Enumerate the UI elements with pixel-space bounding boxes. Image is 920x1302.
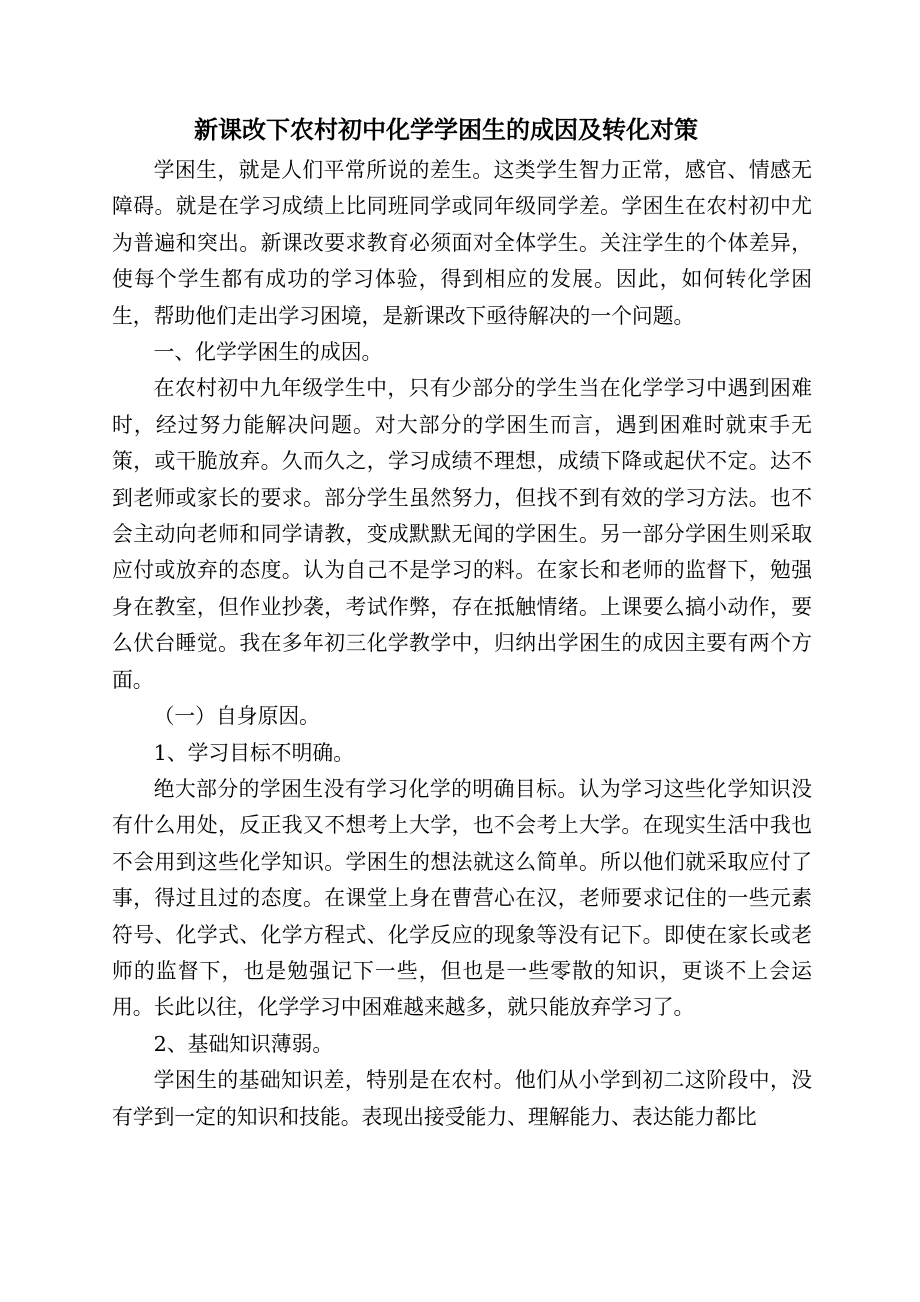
paragraph-weak-foundation: 学困生的基础知识差，特别是在农村。他们从小学到初二这阶段中，没有学到一定的知识和技能。表现出接受能力、理解能力、表达能力都比: [112, 1068, 812, 1129]
document-title: 新课改下农村初中化学学困生的成因及转化对策: [194, 116, 698, 144]
document-page: [112, 108, 812, 1135]
item-heading-unclear-goals: 1、学习目标不明确。: [153, 740, 354, 765]
paragraph-causes: 在农村初中九年级学生中，只有少部分的学生当在化学学习中遇到困难时，经过努力能解决问题。对大部分的学困生而言，遇到困难时就束手无策，或干脆放弃。久而久之，学习成绩不理想，成绩下降或起伏不定。达不到老师或家长的要求。部分学生虽然努力，但找不到有效的学习方法。也不会主动向老师和同学请教，变成默默无闻的学困生。另一部分学困生则采取应付或放弃的态度。认为自己不是学习的料。在家长和老师的监督下，勉强身在教室，但作业抄袭，考试作弊，存在抵触情绪。上课要么搞小动作，要么伏台睡觉。我在多年初三化学教学中，归纳出学困生的成因主要有两个方面。: [112, 376, 812, 692]
paragraph-intro: 学困生，就是人们平常所说的差生。这类学生智力正常，感官、情感无障碍。就是在学习成绩上比同班同学或同年级同学差。学困生在农村初中尤为普遍和突出。新课改要求教育必须面对全体学生。关注学生的个体差异，使每个学生都有成功的学习体验，得到相应的发展。因此，如何转化学困生，帮助他们走出学习困境，是新课改下亟待解决的一个问题。: [112, 158, 812, 328]
paragraph-unclear-goals: 绝大部分的学困生没有学习化学的明确目标。认为学习这些化学知识没有什么用处，反正我又不想考上大学，也不会考上大学。在现实生活中我也不会用到这些化学知识。学困生的想法就这么简单。所以他们就采取应付了事，得过且过的态度。在课堂上身在曹营心在汉，老师要求记住的一些元素符号、化学式、化学方程式、化学反应的现象等没有记下。即使在家长或老师的监督下，也是勉强记下一些，但也是一些零散的知识，更谈不上会运用。长此以往，化学学习中困难越来越多，就只能放弃学习了。: [112, 776, 812, 1020]
subsection-heading-self-reasons: （一）自身原因。: [153, 704, 320, 729]
item-heading-weak-foundation: 2、基础知识薄弱。: [153, 1031, 334, 1056]
section-heading-causes: 一、化学学困生的成因。: [153, 340, 383, 365]
